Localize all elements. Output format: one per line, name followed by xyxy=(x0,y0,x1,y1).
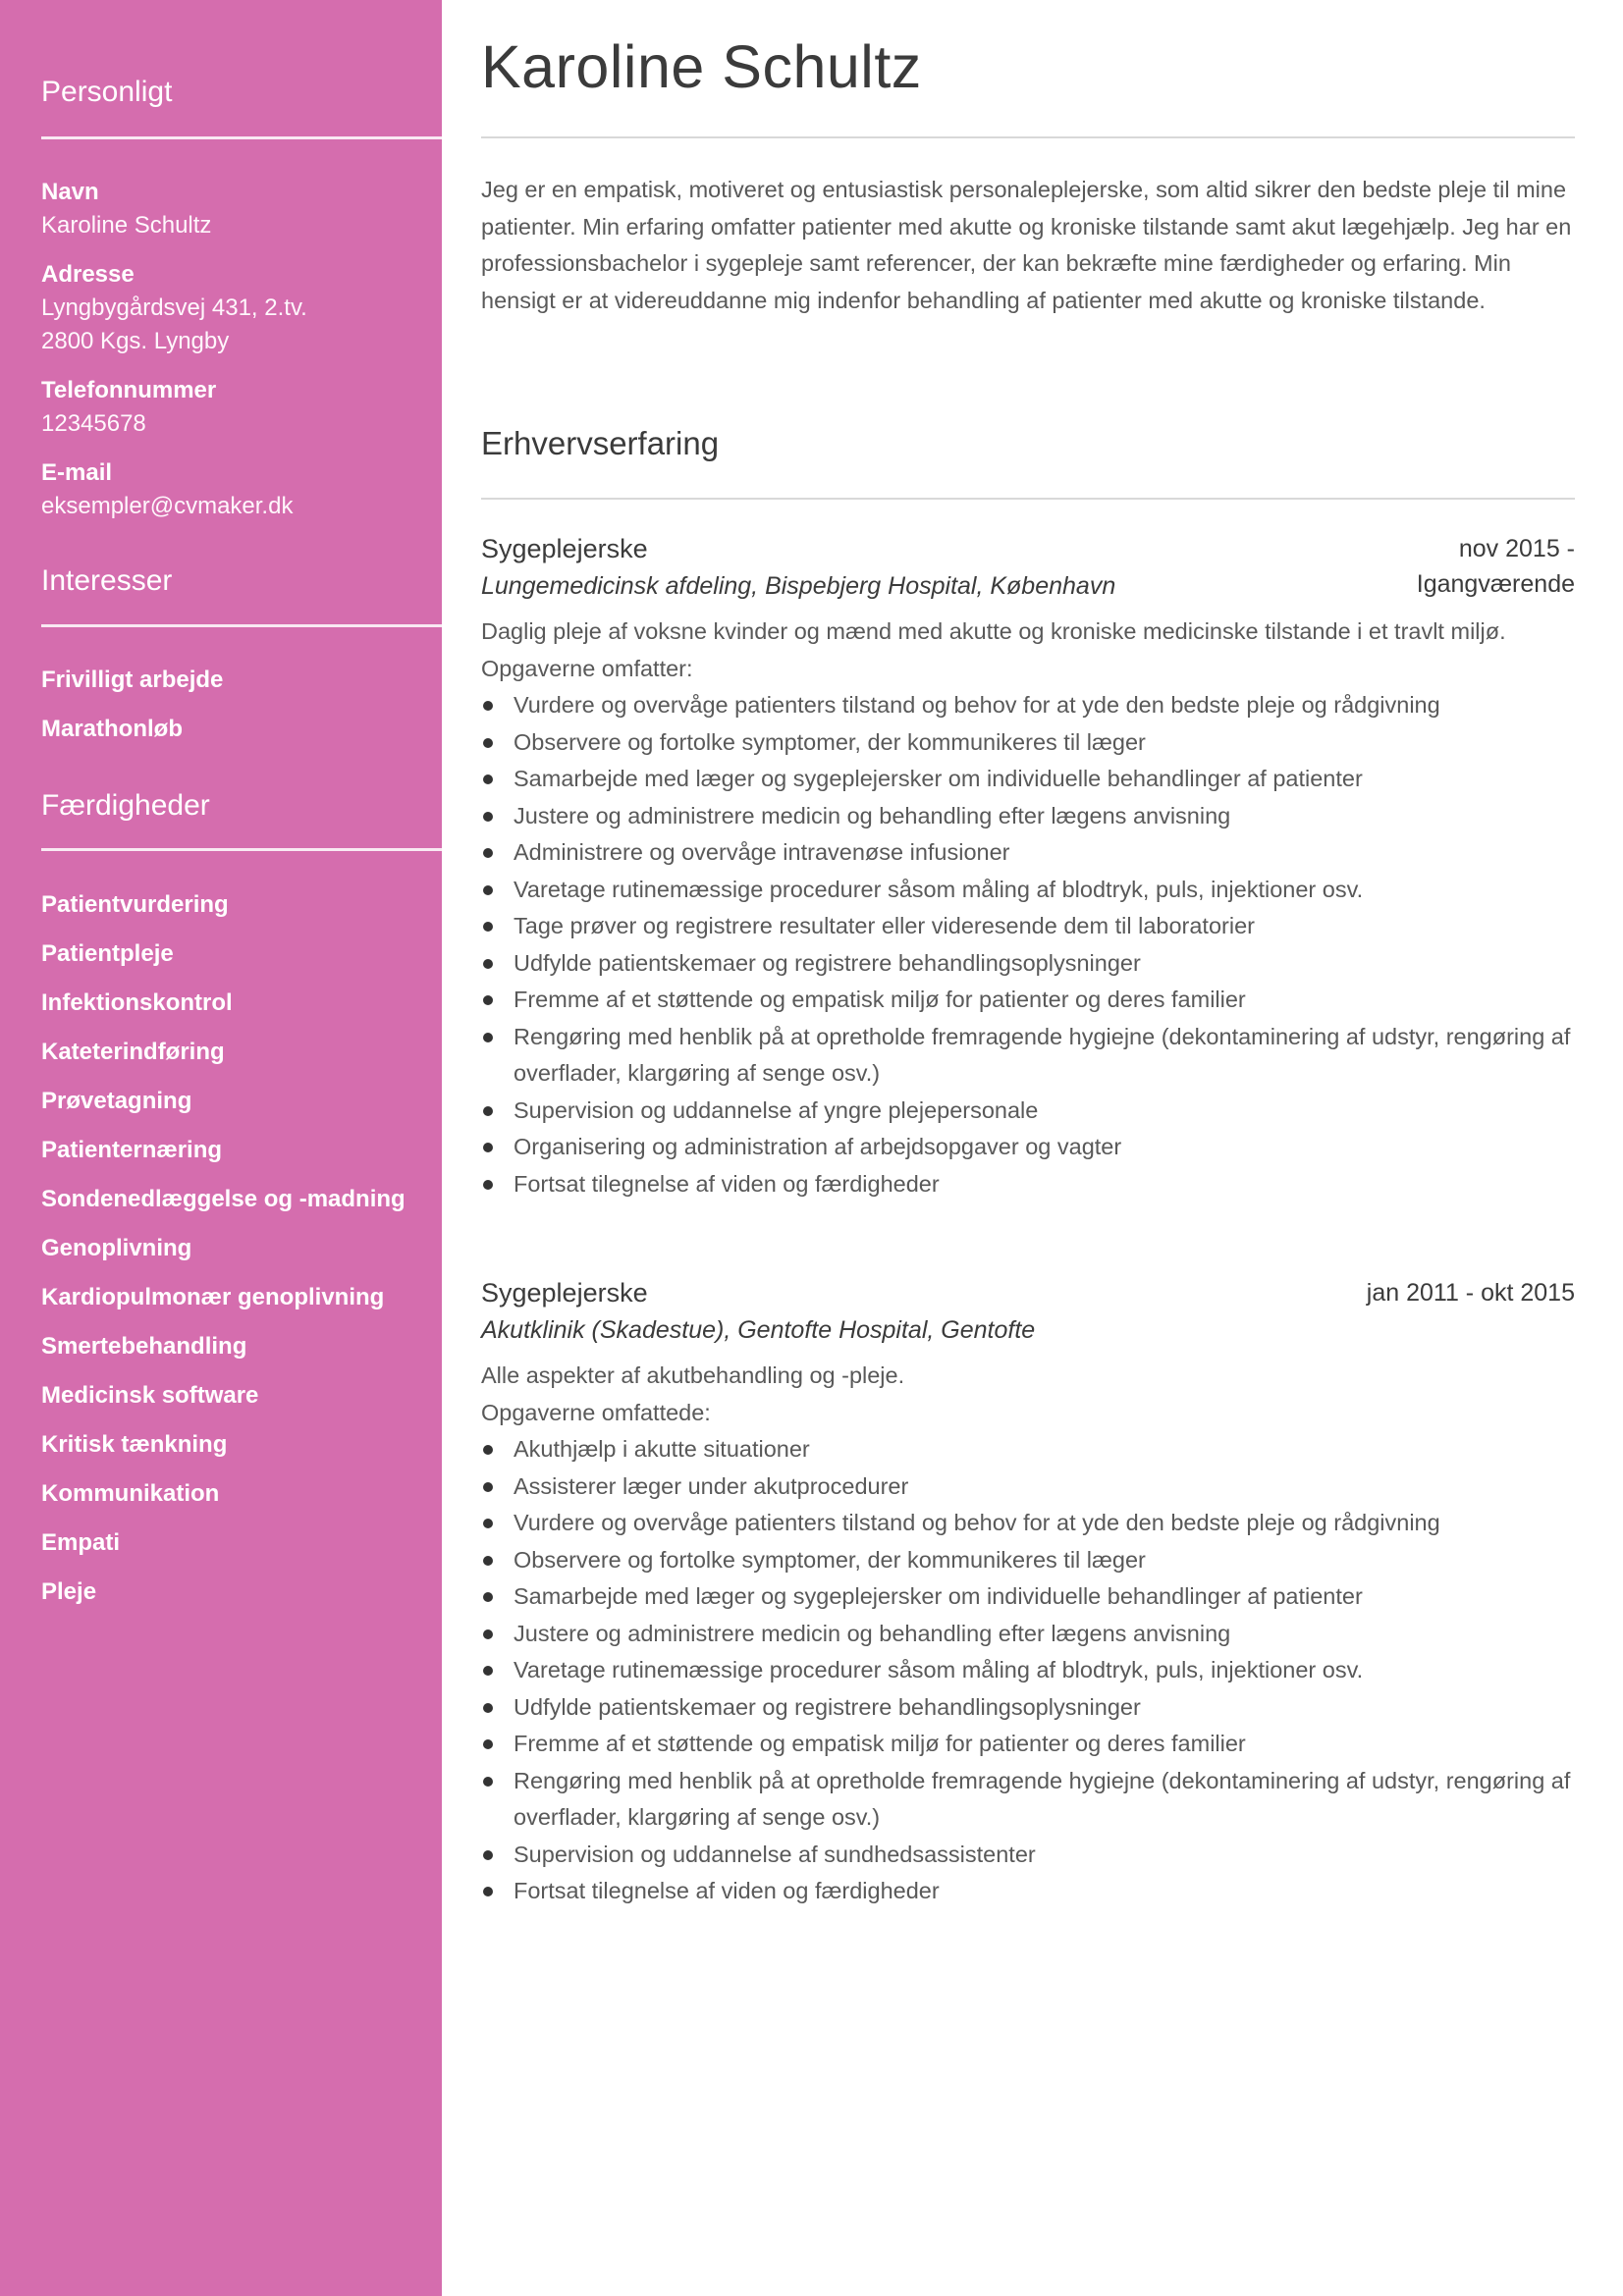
personal-divider xyxy=(41,136,442,139)
email-value: eksempler@cvmaker.dk xyxy=(41,493,294,519)
task-item: Akuthjælp i akutte situationer xyxy=(481,1431,1575,1468)
skill-item: Kardiopulmonær genoplivning xyxy=(41,1284,385,1310)
job-employer: Akutklinik (Skadestue), Gentofte Hospital, Gentofte xyxy=(481,1316,1036,1344)
job-task-list xyxy=(481,1431,1575,1910)
task-item: Fortsat tilegnelse af viden og færdigheder xyxy=(481,1873,1575,1910)
skill-item: Kateterindføring xyxy=(41,1039,225,1065)
task-item: Vurdere og overvåge patienters tilstand og behov for at yde den bedste pleje og rådgivning xyxy=(481,1505,1575,1542)
skill-item: Empati xyxy=(41,1529,121,1556)
skill-item: Pleje xyxy=(41,1578,97,1605)
job-employer: Lungemedicinsk afdeling, Bispebjerg Hospital, København xyxy=(481,572,1116,600)
skill-item: Patientpleje xyxy=(41,940,174,967)
skill-item: Kritisk tænkning xyxy=(41,1431,228,1458)
task-item: Tage prøver og registrere resultater eller videresende dem til laboratorier xyxy=(481,908,1575,945)
interest-item: Marathonløb xyxy=(41,716,183,742)
task-item: Observere og fortolke symptomer, der kommunikeres til læger xyxy=(481,724,1575,762)
skill-item: Patientvurdering xyxy=(41,891,229,918)
job-description: Daglig pleje af voksne kvinder og mænd med akutte og kroniske medicinske tilstande i et travlt miljø. xyxy=(481,618,1506,644)
skills-section xyxy=(41,786,442,826)
job-title: Sygeplejerske xyxy=(481,534,648,563)
interests-list xyxy=(41,664,442,762)
phone-label: Telefonnummer xyxy=(41,377,217,403)
skill-item: Patienternæring xyxy=(41,1137,223,1163)
task-item: Assisterer læger under akutprocedurer xyxy=(481,1468,1575,1506)
task-item: Rengøring med henblik på at opretholde fremragende hygiejne (dekontaminering af udstyr, rengøring af overflader, klargøring af senge osv.) xyxy=(481,1019,1575,1093)
task-item: Samarbejde med læger og sygeplejersker om individuelle behandlinger af patienter xyxy=(481,1578,1575,1616)
task-item: Udfylde patientskemaer og registrere behandlingsoplysninger xyxy=(481,1689,1575,1727)
job-title: Sygeplejerske xyxy=(481,1278,648,1308)
job-entry xyxy=(481,531,1575,1202)
task-item: Justere og administrere medicin og behandling efter lægens anvisning xyxy=(481,798,1575,835)
candidate-name: Karoline Schultz xyxy=(481,33,922,100)
personal-details xyxy=(41,176,442,523)
task-item: Fortsat tilegnelse af viden og færdigheder xyxy=(481,1166,1575,1203)
personal-section xyxy=(41,73,442,112)
task-item: Supervision og uddannelse af yngre plejepersonale xyxy=(481,1093,1575,1130)
name-value: Karoline Schultz xyxy=(41,212,212,239)
interests-divider xyxy=(41,624,442,627)
sidebar xyxy=(0,0,442,2296)
task-item: Supervision og uddannelse af sundhedsassistenter xyxy=(481,1837,1575,1874)
skill-item: Kommunikation xyxy=(41,1480,220,1507)
task-item: Varetage rutinemæssige procedurer såsom måling af blodtryk, puls, injektioner osv. xyxy=(481,872,1575,909)
task-item: Vurdere og overvåge patienters tilstand og behov for at yde den bedste pleje og rådgivning xyxy=(481,687,1575,724)
address-value: Lyngbygårdsvej 431, 2.tv. 2800 Kgs. Lyngby xyxy=(41,294,307,354)
name-divider xyxy=(481,136,1575,138)
task-item: Justere og administrere medicin og behandling efter lægens anvisning xyxy=(481,1616,1575,1653)
job-date: jan 2011 - okt 2015 xyxy=(1366,1279,1575,1307)
job-tasks-intro: Opgaverne omfatter: xyxy=(481,655,693,681)
skill-item: Infektionskontrol xyxy=(41,989,233,1016)
skill-item: Sondenedlæggelse og -madning xyxy=(41,1186,406,1212)
task-item: Organisering og administration af arbejdsopgaver og vagter xyxy=(481,1129,1575,1166)
job-date: nov 2015 - Igangværende xyxy=(1416,535,1575,598)
job-entry xyxy=(481,1275,1575,1910)
task-item: Samarbejde med læger og sygeplejersker om individuelle behandlinger af patienter xyxy=(481,761,1575,798)
interests-section xyxy=(41,561,442,601)
skill-item: Genoplivning xyxy=(41,1235,192,1261)
name-label: Navn xyxy=(41,179,99,205)
skills-divider xyxy=(41,848,442,851)
task-item: Varetage rutinemæssige procedurer såsom måling af blodtryk, puls, injektioner osv. xyxy=(481,1652,1575,1689)
task-item: Observere og fortolke symptomer, der kommunikeres til læger xyxy=(481,1542,1575,1579)
experience-heading: Erhvervserfaring xyxy=(481,425,720,461)
skills-list xyxy=(41,888,442,1625)
task-item: Rengøring med henblik på at opretholde fremragende hygiejne (dekontaminering af udstyr, rengøring af overflader, klargøring af senge osv.) xyxy=(481,1763,1575,1837)
job-task-list xyxy=(481,687,1575,1202)
email-label: E-mail xyxy=(41,459,113,486)
skills-heading: Færdigheder xyxy=(41,789,210,822)
task-item: Fremme af et støttende og empatisk miljø for patienter og deres familier xyxy=(481,1726,1575,1763)
experience-divider xyxy=(481,498,1575,500)
skill-item: Prøvetagning xyxy=(41,1088,192,1114)
task-item: Fremme af et støttende og empatisk miljø for patienter og deres familier xyxy=(481,982,1575,1019)
interest-item: Frivilligt arbejde xyxy=(41,667,224,693)
skill-item: Medicinsk software xyxy=(41,1382,259,1409)
profile-summary: Jeg er en empatisk, motiveret og entusiastisk personaleplejerske, som altid sikrer den bedste pleje til mine patienter. Min erfaring omfatter patienter med akutte og kroniske tilstande samt akut lægehjælp. Jeg har en professionsbachelor i sygepleje samt referencer, der kan bekræfte mine færdigheder og erfaring. Min hensigt er at videreuddanne mig indenfor behandling af patienter med akutte og kroniske tilstande. xyxy=(481,177,1572,313)
personal-heading: Personligt xyxy=(41,76,173,108)
skill-item: Smertebehandling xyxy=(41,1333,247,1360)
phone-value: 12345678 xyxy=(41,410,146,437)
job-tasks-intro: Opgaverne omfattede: xyxy=(481,1399,711,1425)
job-description: Alle aspekter af akutbehandling og -pleje. xyxy=(481,1362,905,1388)
task-item: Udfylde patientskemaer og registrere behandlingsoplysninger xyxy=(481,945,1575,983)
address-label: Adresse xyxy=(41,261,135,288)
task-item: Administrere og overvåge intravenøse infusioner xyxy=(481,834,1575,872)
interests-heading: Interesser xyxy=(41,564,173,597)
